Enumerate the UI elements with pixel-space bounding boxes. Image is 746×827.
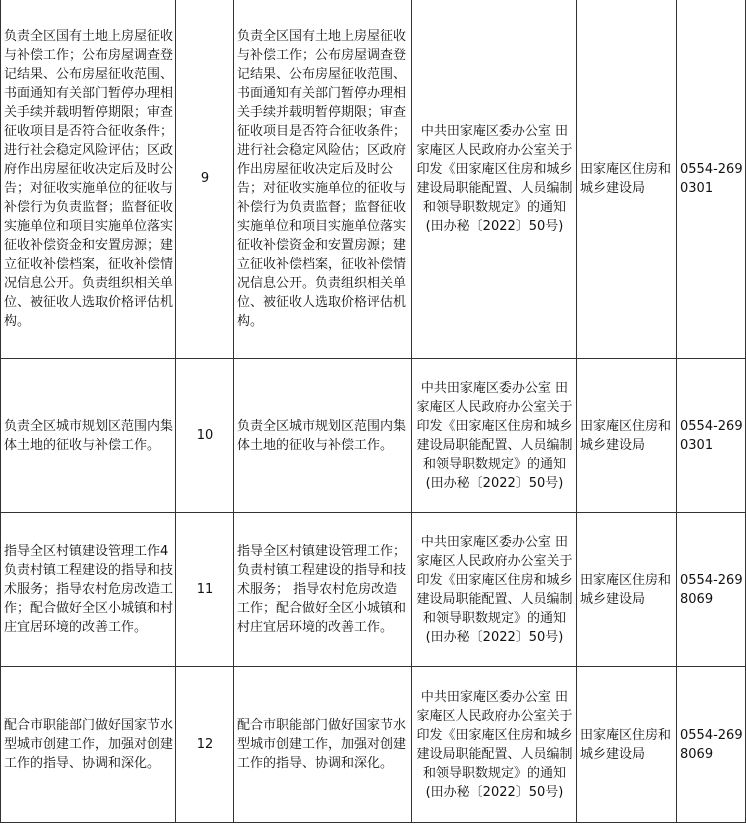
- department-cell: 田家庵区住房和城乡建设局: [577, 513, 677, 667]
- item-cell: 负责全区国有土地上房屋征收与补偿工作；公布房屋调查登记结果、公布房屋征收范围、书面通知有关部门暂停办理相关手续并载明暂停期限；审查征收项目是否符合征收条件；进行社会稳定风险评估；区政府作出房屋征收决定后及时公告；对征收实施单位的征收与补偿行为负责监督；监督征收实施单位和项目实施单位落实征收补偿资金和安置房源；建立征收补偿档案，征收补偿情况信息公开。负责组织相关单位、被征收人选取价格评估机构。: [1, 0, 176, 359]
- item-cell: 指导全区村镇建设管理工作4负责村镇工程建设的指导和技术服务；指导农村危房改造工作；配合做好全区小城镇和村庄宜居环境的改善工作。: [1, 513, 176, 667]
- table-row: [1, 359, 746, 513]
- content-cell: 负责全区城市规划区范围内集体土地的征收与补偿工作。: [234, 359, 412, 513]
- department-cell: 田家庵区住房和城乡建设局: [577, 667, 677, 823]
- content-cell: 负责全区国有土地上房屋征收与补偿工作；公布房屋调查登记结果、公布房屋征收范围、书面通知有关部门暂停办理相关手续并载明暂停期限；审查征收项目是否符合征收条件；进行社会稳定风险估；区政府作出房屋征收决定后及时公告；对征收实施单位的征收与补偿行为负责监督；监督征收实施单位和项目实施单位落实征收补偿资金和安置房源；建立征收补偿档案，征收补偿情况信息公开。负责组织相关单位、被征收人选取价格评估机构。: [234, 0, 412, 359]
- table-row: [1, 0, 746, 359]
- content-cell: 配合市职能部门做好国家节水型城市创建工作，加强对创建工作的指导、协调和深化。: [234, 667, 412, 823]
- department-cell: 田家庵区住房和城乡建设局: [577, 359, 677, 513]
- number-cell: 9: [176, 0, 234, 359]
- table-row: [1, 667, 746, 823]
- item-cell: 配合市职能部门做好国家节水型城市创建工作，加强对创建工作的指导、协调和深化。: [1, 667, 176, 823]
- number-cell: 11: [176, 513, 234, 667]
- department-cell: 田家庵区住房和城乡建设局: [577, 0, 677, 359]
- phone-cell: 0554-2690301: [677, 359, 746, 513]
- phone-cell: 0554-2698069: [677, 513, 746, 667]
- basis-cell: 中共田家庵区委办公室 田家庵区人民政府办公室关于印发《田家庵区住房和城乡建设局职能配置、人员编制和领导职数规定》的通知(田办秘〔2022〕50号): [412, 667, 577, 823]
- phone-cell: 0554-2698069: [677, 667, 746, 823]
- number-cell: 12: [176, 667, 234, 823]
- basis-cell: 中共田家庵区委办公室 田家庵区人民政府办公室关于印发《田家庵区住房和城乡建设局职能配置、人员编制和领导职数规定》的通知(田办秘〔2022〕50号): [412, 359, 577, 513]
- content-cell: 指导全区村镇建设管理工作；负责村镇工程建设的指导和技术服务； 指导农村危房改造工作；配合做好全区小城镇和村庄宜居环境的改善工作。: [234, 513, 412, 667]
- table-row: [1, 513, 746, 667]
- basis-cell: 中共田家庵区委办公室 田家庵区人民政府办公室关于印发《田家庵区住房和城乡建设局职能配置、人员编制和领导职数规定》的通知(田办秘〔2022〕50号): [412, 0, 577, 359]
- basis-cell: 中共田家庵区委办公室 田家庵区人民政府办公室关于印发《田家庵区住房和城乡建设局职能配置、人员编制和领导职数规定》的通知(田办秘〔2022〕50号): [412, 513, 577, 667]
- item-cell: 负责全区城市规划区范围内集体土地的征收与补偿工作。: [1, 359, 176, 513]
- number-cell: 10: [176, 359, 234, 513]
- phone-cell: 0554-2690301: [677, 0, 746, 359]
